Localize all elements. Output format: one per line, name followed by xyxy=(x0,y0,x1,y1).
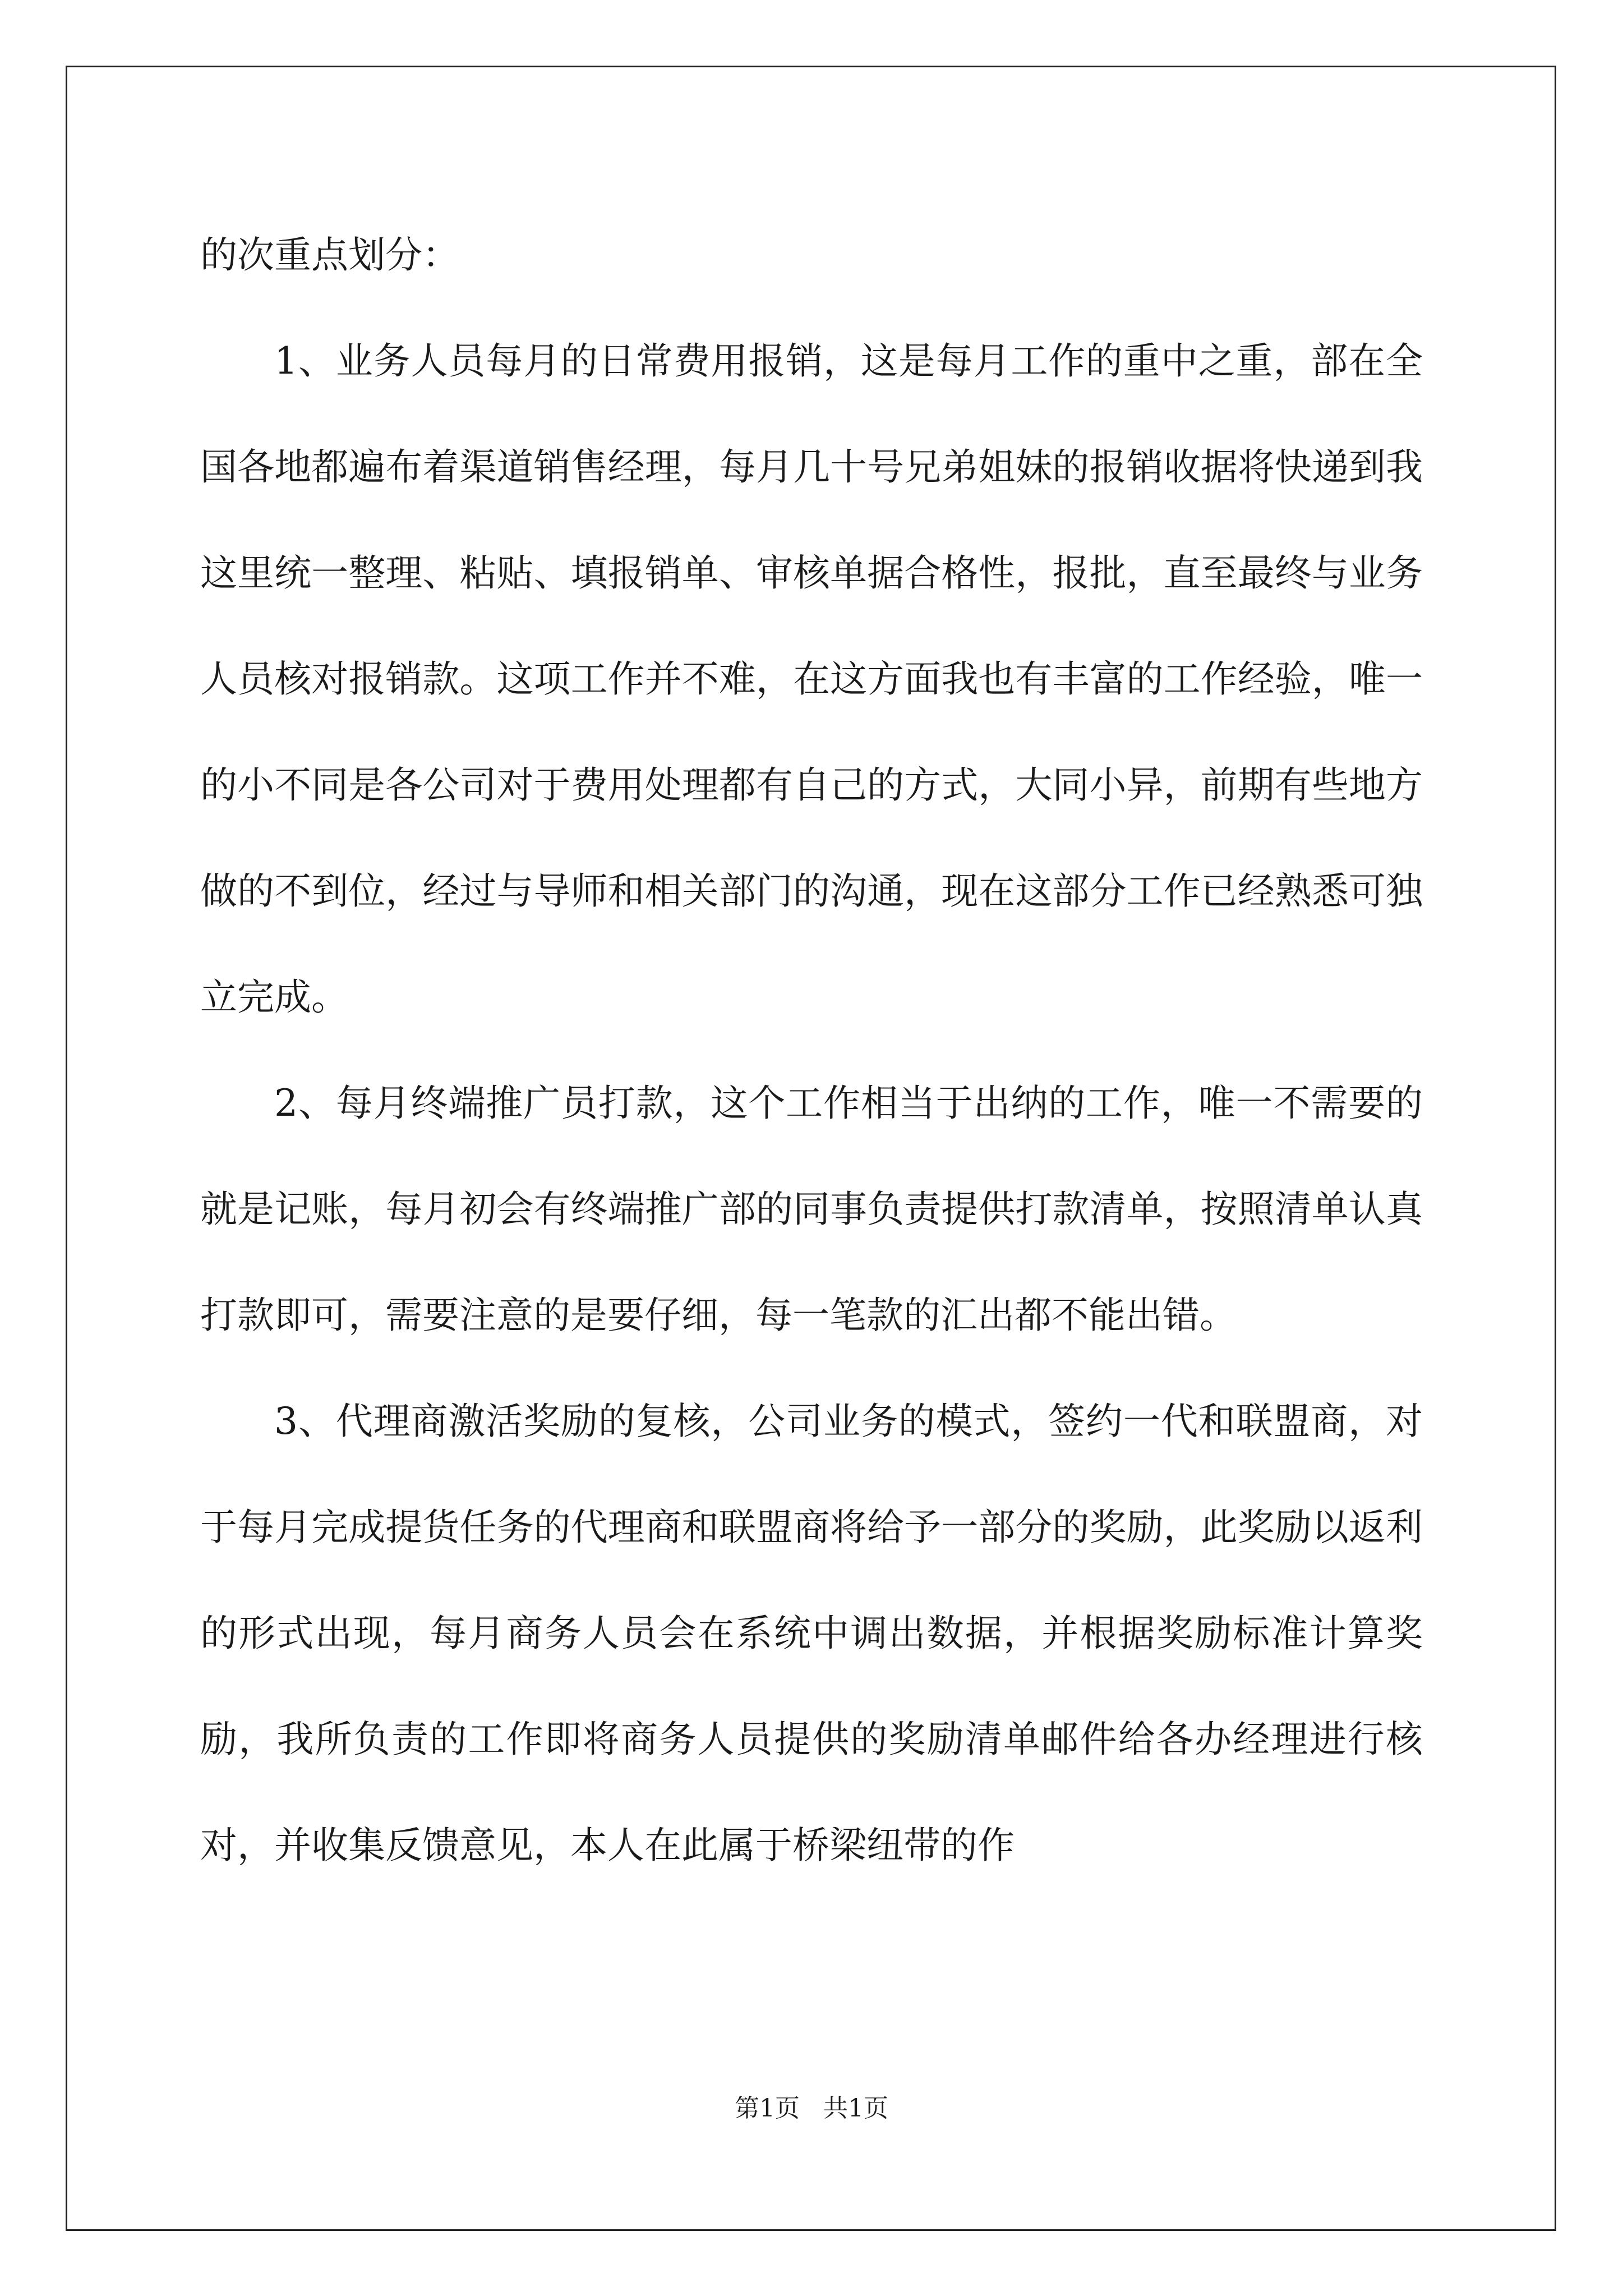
paragraph: 3、代理商激活奖励的复核，公司业务的模式，签约一代和联盟商，对于每月完成提货任务的代理商和联盟商将给予一部分的奖励，此奖励以返利的形式出现，每月商务人员会在系统中调出数据，并根据奖励标准计算奖励，我所负责的工作即将商务人员提供的奖励清单邮件给各办经理进行核对，并收集反馈意见，本人在此属于桥梁纽带的作 xyxy=(200,1400,1423,1867)
paragraph: 2、每月终端推广员打款，这个工作相当于出纳的工作，唯一不需要的就是记账，每月初会有终端推广部的同事负责提供打款清单，按照清单认真打款即可，需要注意的是要仔细，每一笔款的汇出都不能出错。 xyxy=(200,1082,1423,1337)
page-footer: 第1页 共1页 xyxy=(735,2094,888,2123)
document-body xyxy=(200,202,1423,1898)
paragraph: 的次重点划分： xyxy=(200,233,459,277)
paragraph: 1、业务人员每月的日常费用报销，这是每月工作的重中之重，部在全国各地都遍布着渠道销售经理，每月几十号兄弟姐妹的报销收据将快递到我这里统一整理、粘贴、填报销单、审核单据合格性，报批，直至最终与业务人员核对报销款。这项工作并不难，在这方面我也有丰富的工作经验，唯一的小不同是各公司对于费用处理都有自己的方式，大同小异，前期有些地方做的不到位，经过与导师和相关部门的沟通，现在这部分工作已经熟悉可独立完成。 xyxy=(200,339,1423,1019)
